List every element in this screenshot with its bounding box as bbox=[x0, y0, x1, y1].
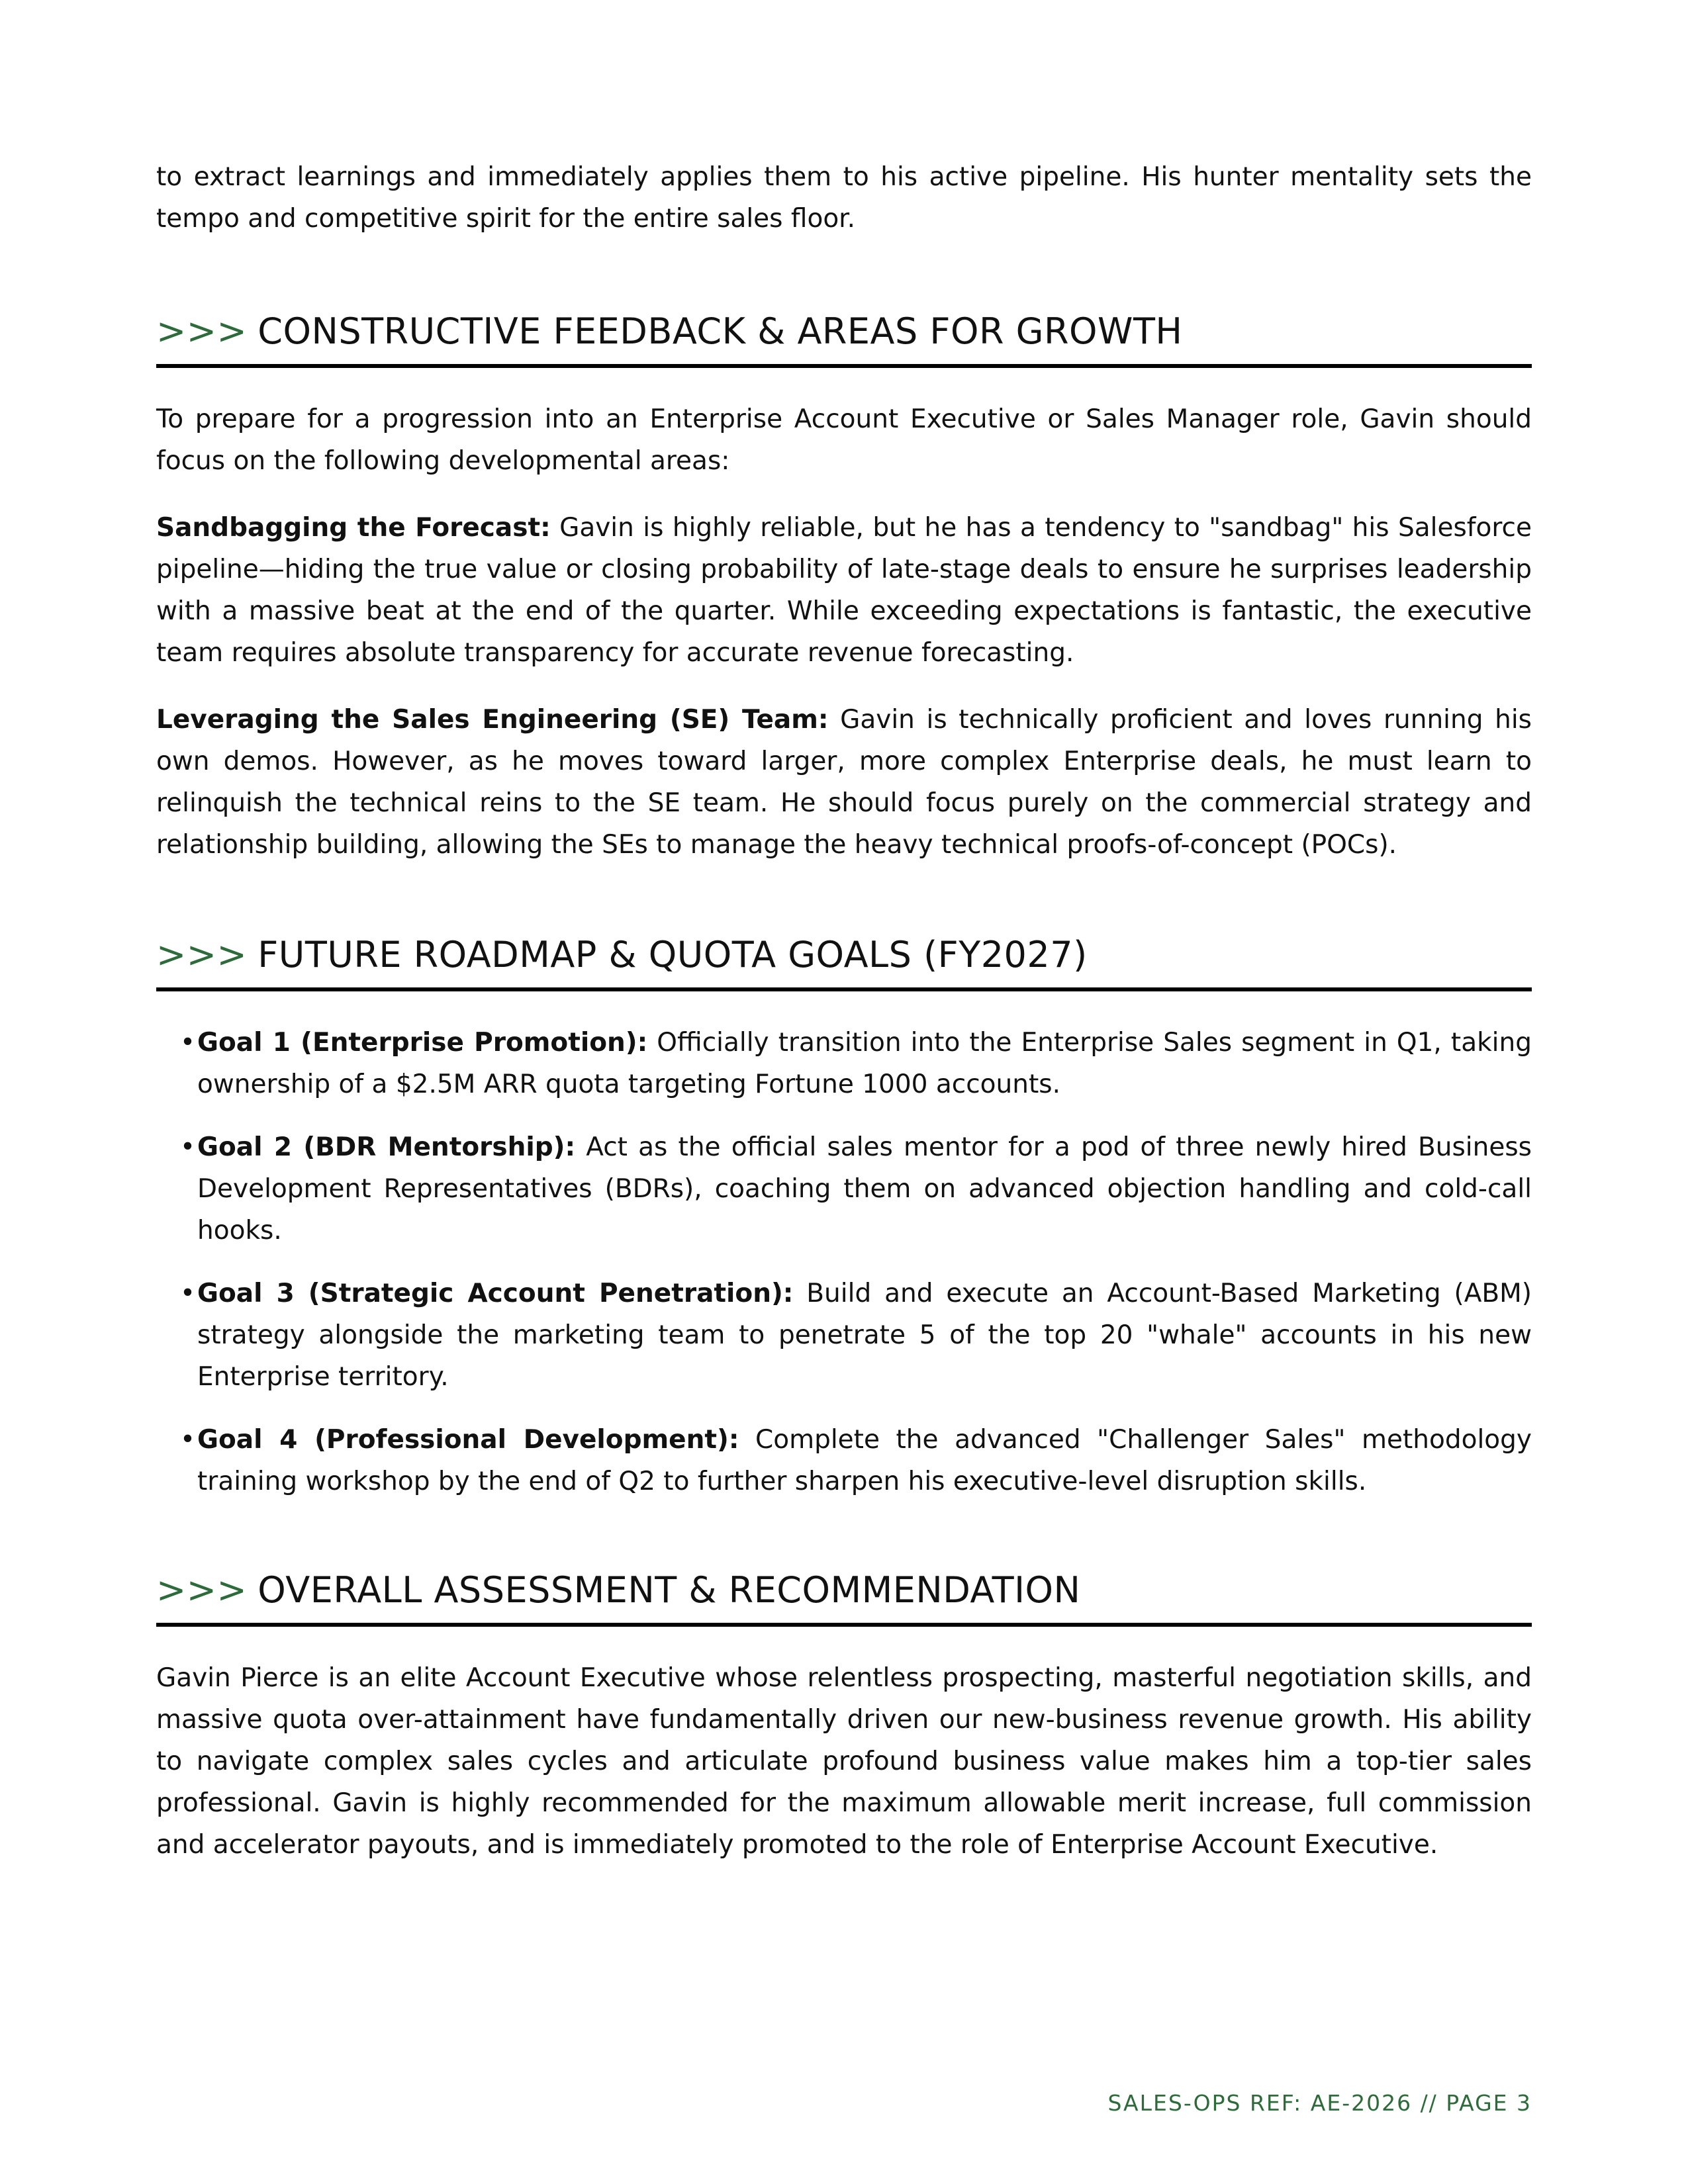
goal-label: Goal 2 (BDR Mentorship): bbox=[197, 1132, 576, 1162]
list-item bbox=[156, 1273, 1532, 1398]
list-item bbox=[156, 1419, 1532, 1502]
section-prefix: >>> bbox=[156, 310, 248, 352]
feedback-item-forecast bbox=[156, 507, 1532, 674]
goals-list bbox=[156, 1022, 1532, 1502]
feedback-item-se-team bbox=[156, 699, 1532, 866]
goal-text: Act as the official sales mentor for a pod of three newly hired Business Development Representatives (BDRs), coaching them on advanced objection handling and cold-call hooks. bbox=[197, 1132, 1532, 1246]
feedback-text: Gavin is highly reliable, but he has a tendency to "sandbag" his Salesforce pipeline—hiding the true value or closing probability of late-stage deals to ensure he surprises leadership with a massive beat at the end of the quarter. While exceeding expectations is fantastic, the executive team requires absolute transparency for accurate revenue forecasting. bbox=[156, 513, 1532, 668]
intro-continuation: to extract learnings and immediately applies them to his active pipeline. His hunter mentality sets the tempo and competitive spirit for the entire sales floor. bbox=[156, 162, 1532, 234]
section-heading-roadmap bbox=[156, 932, 1532, 991]
section-title-roadmap bbox=[156, 932, 1532, 978]
feedback-text: Gavin is technically proficient and loves running his own demos. However, as he moves toward larger, more complex Enterprise deals, he must learn to relinquish the technical reins to the SE team. He should focus purely on the commercial strategy and relationship building, allowing the SEs to manage the heavy technical proofs-of-concept (POCs). bbox=[156, 705, 1532, 860]
goal-text: Build and execute an Account-Based Marketing (ABM) strategy alongside the marketing team to penetrate 5 of the top 20 "whale" accounts in his new Enterprise territory. bbox=[197, 1279, 1532, 1392]
section-title-assessment bbox=[156, 1567, 1532, 1614]
section-prefix: >>> bbox=[156, 934, 248, 976]
goal-label: Goal 3 (Strategic Account Penetration): bbox=[197, 1279, 794, 1308]
goal-text: Complete the advanced "Challenger Sales" methodology training workshop by the end of Q2 to further sharpen his executive-level disruption skills. bbox=[197, 1425, 1532, 1496]
feedback-label: Sandbagging the Forecast: bbox=[156, 513, 551, 543]
section-title-text: FUTURE ROADMAP & QUOTA GOALS (FY2027) bbox=[258, 934, 1088, 976]
list-item bbox=[156, 1126, 1532, 1251]
section-prefix: >>> bbox=[156, 1569, 248, 1611]
goal-label: Goal 4 (Professional Development): bbox=[197, 1425, 739, 1455]
document-page bbox=[156, 156, 1532, 1891]
page-footer: SALES-OPS REF: AE-2026 // PAGE 3 bbox=[1107, 2090, 1532, 2116]
bullet-icon: • bbox=[180, 1425, 196, 1455]
goal-label: Goal 1 (Enterprise Promotion): bbox=[197, 1028, 648, 1058]
section-title-text: CONSTRUCTIVE FEEDBACK & AREAS FOR GROWTH bbox=[258, 310, 1183, 352]
section-heading-assessment bbox=[156, 1567, 1532, 1627]
section-title-text: OVERALL ASSESSMENT & RECOMMENDATION bbox=[258, 1569, 1081, 1611]
feedback-label: Leveraging the Sales Engineering (SE) Team: bbox=[156, 705, 829, 735]
assessment-text: Gavin Pierce is an elite Account Executive whose relentless prospecting, masterful negotiation skills, and massive quota over-attainment have fundamentally driven our new-business revenue growth. His ability to navigate complex sales cycles and articulate profound business value makes him a top-tier sales professional. Gavin is highly recommended for the maximum allowable merit increase, full commission and accelerator payouts, and is immediately promoted to the role of Enterprise Account Executive. bbox=[156, 1663, 1532, 1860]
bullet-icon: • bbox=[180, 1279, 196, 1308]
feedback-intro: To prepare for a progression into an Enterprise Account Executive or Sales Manager role, Gavin should focus on the following developmental areas: bbox=[156, 404, 1532, 476]
goal-text: Officially transition into the Enterprise Sales segment in Q1, taking ownership of a $2.5M ARR quota targeting Fortune 1000 accounts. bbox=[197, 1028, 1532, 1099]
section-title-feedback bbox=[156, 308, 1532, 355]
list-item bbox=[156, 1022, 1532, 1105]
bullet-icon: • bbox=[180, 1028, 196, 1058]
section-heading-feedback bbox=[156, 308, 1532, 368]
bullet-icon: • bbox=[180, 1132, 196, 1162]
